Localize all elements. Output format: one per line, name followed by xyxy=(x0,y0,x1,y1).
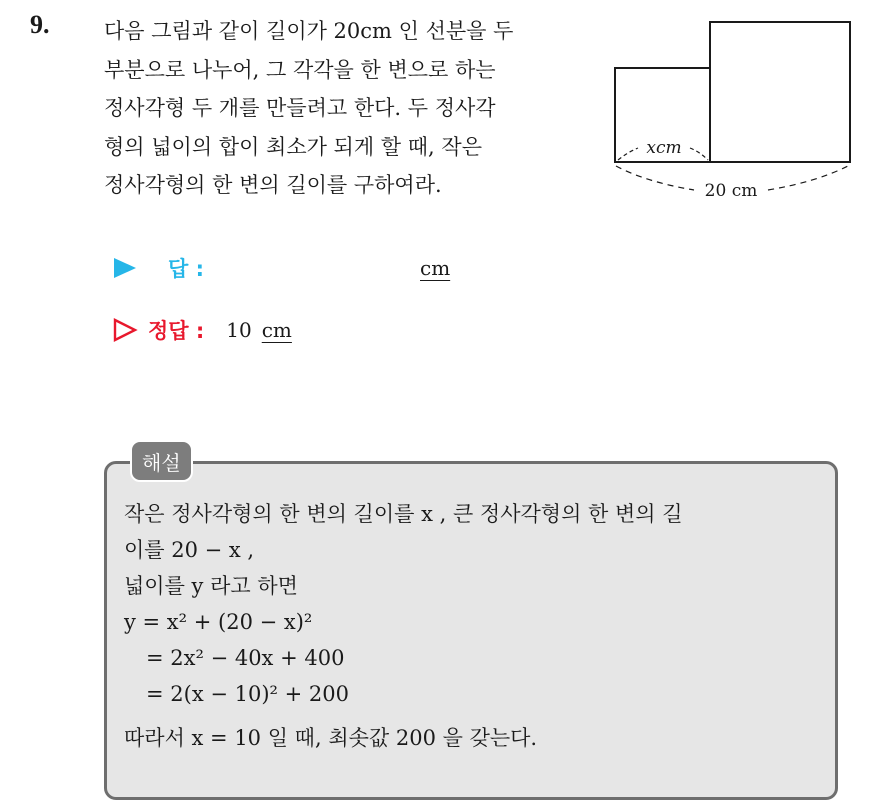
answer-unit: cm xyxy=(420,256,451,280)
correct-answer-label: 정답 : xyxy=(148,319,205,343)
total-length-brace xyxy=(616,166,694,190)
explanation-equation: = 2x² − 40x + 400 xyxy=(146,646,345,670)
small-side-brace xyxy=(618,148,638,160)
correct-answer-value: 10 xyxy=(226,318,252,342)
explanation-tag: 해설 xyxy=(130,440,193,482)
explanation-conclusion: 따라서 x = 10 일 때, 최솟값 200 을 갖는다. xyxy=(124,726,538,750)
answer-label: 답 : xyxy=(168,257,204,281)
correct-answer-unit: cm xyxy=(261,318,292,342)
large-square xyxy=(710,22,850,162)
filled-triangle-icon xyxy=(112,256,138,280)
explanation-body xyxy=(124,496,824,756)
total-length-brace xyxy=(768,166,848,190)
question-text xyxy=(104,12,594,205)
small-side-brace xyxy=(690,148,708,160)
question-line: 정사각형 두 개를 만들려고 한다. 두 정사각 xyxy=(104,96,496,120)
question-number: 9. xyxy=(30,10,50,39)
question-line: 다음 그림과 같이 길이가 20cm 인 선분을 두 xyxy=(104,19,514,43)
small-side-label: xcm xyxy=(646,138,682,158)
explanation-line: 이를 20 − x , xyxy=(124,538,255,562)
question-line: 형의 넓이의 합이 최소가 되게 할 때, 작은 xyxy=(104,134,482,159)
question-line: 정사각형의 한 변의 길이를 구하여라. xyxy=(104,173,442,197)
explanation-line: 넓이를 y 라고 하면 xyxy=(124,574,298,598)
explanation-line: 작은 정사각형의 한 변의 길이를 x , 큰 정사각형의 한 변의 길 xyxy=(124,502,683,526)
explanation-equation: = 2(x − 10)² + 200 xyxy=(146,682,349,706)
squares-figure xyxy=(606,14,856,200)
explanation-equation: y = x² + (20 − x)² xyxy=(124,610,313,634)
outline-triangle-icon xyxy=(112,317,138,343)
correct-answer-row xyxy=(112,314,292,346)
answer-row xyxy=(112,252,450,284)
question-line: 부분으로 나누어, 그 각각을 한 변으로 하는 xyxy=(104,57,496,82)
total-length-label: 20 cm xyxy=(704,181,758,200)
